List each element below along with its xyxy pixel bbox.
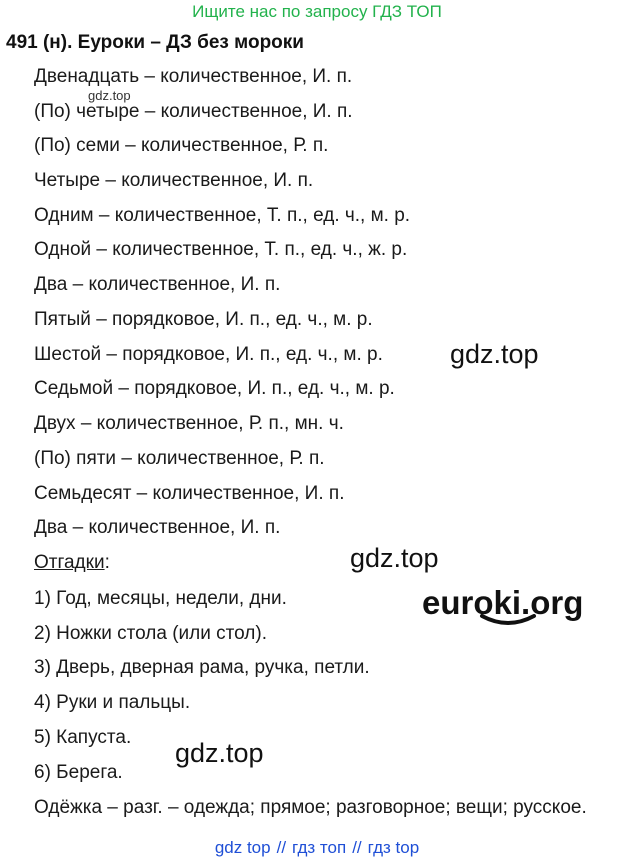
answer-line-5: 5) Капуста. xyxy=(34,727,132,748)
answer-line-1: 1) Год, месяцы, недели, дни. xyxy=(34,588,287,609)
numeral-line-10: Седьмой – порядковое, И. п., ед. ч., м. р. xyxy=(34,378,395,399)
watermark-gdz-3: gdz.top xyxy=(175,738,264,768)
numeral-line-11: Двух – количественное, Р. п., мн. ч. xyxy=(34,413,344,434)
answer-line-4: 4) Руки и пальцы. xyxy=(34,692,191,713)
numeral-line-6: Одной – количественное, Т. п., ед. ч., ж. р. xyxy=(34,239,408,260)
numeral-line-1: Двенадцать – количественное, И. п. xyxy=(34,66,353,87)
numeral-line-4: Четыре – количественное, И. п. xyxy=(34,170,314,191)
answer-line-6: 6) Берега. xyxy=(34,762,123,783)
riddles-label: Отгадки xyxy=(34,552,105,573)
page-title: 491 (н). Еуроки – ДЗ без мороки xyxy=(6,32,304,53)
numeral-line-13: Семьдесят – количественное, И. п. xyxy=(34,483,345,504)
euroki-logo-text: euroki.org xyxy=(422,584,584,621)
numeral-line-5: Одним – количественное, Т. п., ед. ч., м. р. xyxy=(34,205,411,226)
footer-links xyxy=(0,838,634,858)
answer-line-2: 2) Ножки стола (или стол). xyxy=(34,623,267,644)
numeral-line-8: Пятый – порядковое, И. п., ед. ч., м. р. xyxy=(34,309,373,330)
numeral-line-7: Два – количественное, И. п. xyxy=(34,274,281,295)
numeral-line-3: (По) семи – количественное, Р. п. xyxy=(34,135,329,156)
smile-icon xyxy=(478,614,538,628)
footer-separator-1: // xyxy=(276,838,287,857)
watermark-small: gdz.top xyxy=(88,88,131,103)
euroki-logo xyxy=(422,584,583,622)
footer-link-gdz-top-mixed[interactable]: гдз top xyxy=(367,838,420,857)
riddles-colon: : xyxy=(104,552,110,573)
riddles-heading xyxy=(34,552,110,574)
numeral-line-9: Шестой – порядковое, И. п., ед. ч., м. р. xyxy=(34,344,383,365)
final-line: Одёжка – разг. – одежда; прямое; разговорное; вещи; русское. xyxy=(34,797,587,818)
watermark-gdz-2: gdz.top xyxy=(350,543,439,573)
footer-link-gdz-top-ru[interactable]: гдз топ xyxy=(292,838,347,857)
watermark-gdz-1: gdz.top xyxy=(450,339,539,369)
footer-link-gdz-top[interactable]: gdz top xyxy=(214,838,271,857)
numeral-line-12: (По) пяти – количественное, Р. п. xyxy=(34,448,325,469)
top-banner: Ищите нас по запросу ГДЗ ТОП xyxy=(192,2,442,21)
footer-separator-2: // xyxy=(352,838,362,857)
answer-line-3: 3) Дверь, дверная рама, ручка, петли. xyxy=(34,657,370,678)
numeral-line-14: Два – количественное, И. п. xyxy=(34,517,281,538)
numeral-line-2: (По) четыре – количественное, И. п. xyxy=(34,101,353,122)
